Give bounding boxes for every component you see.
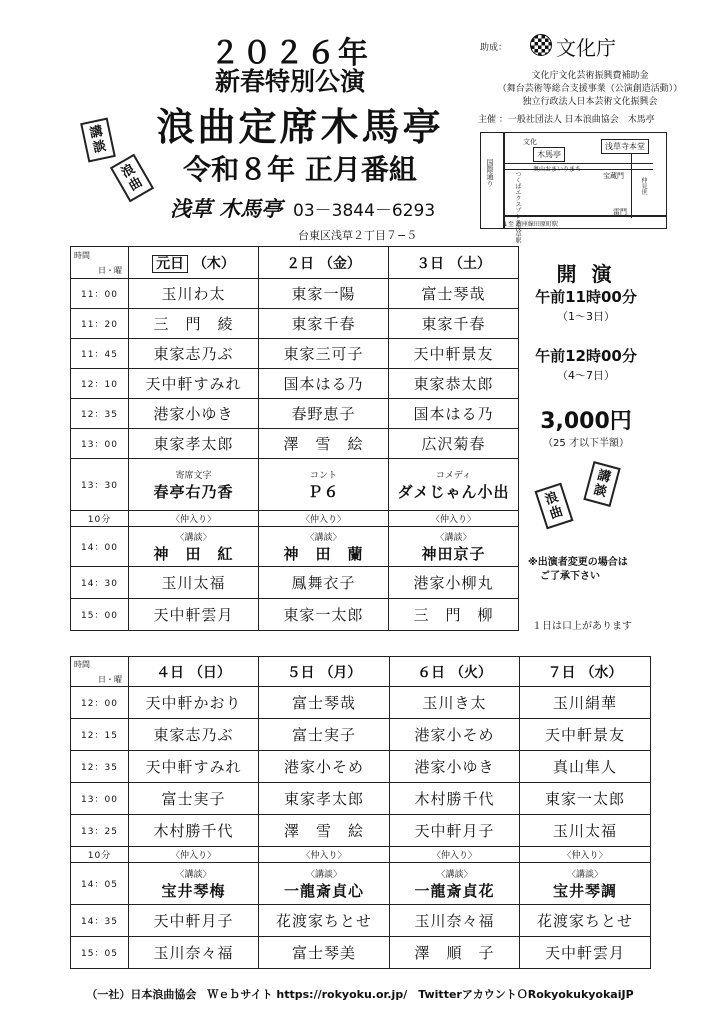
- sponsor-label: 助成：: [480, 43, 508, 53]
- sponsor-line: （舞台芸術等総合支援事業（公演創造活動））: [497, 84, 683, 94]
- price: 3,000円: [540, 409, 632, 434]
- notice-line-1: ※出演者変更の場合は: [528, 557, 628, 568]
- kaien-label: 開 演: [556, 262, 616, 286]
- stamp-kodan-2: 講談: [583, 461, 620, 507]
- start-time-2: 午前12時00分: [535, 347, 637, 365]
- table-row: 14：30 玉川太福 鳳舞衣子 港家小柳丸: [71, 567, 519, 599]
- table-row: 11：00 玉川わ太 東家一陽 富士琴哉: [71, 279, 519, 309]
- table-row: 12：10 天中軒すみれ 国本はる乃 東家恭太郎: [71, 369, 519, 399]
- day-header: ６日 （火）: [390, 657, 520, 687]
- day-header: ４日 （日）: [129, 657, 259, 687]
- sponsor-line: 独立行政法人日本芸術文化振興会: [522, 97, 658, 107]
- day-header: ２日 （金）: [259, 247, 389, 279]
- table-row: 13：25 木村勝千代 澤 雪 絵 天中軒月子 玉川太福: [71, 815, 651, 847]
- header-program: 令和８年 正月番組: [183, 153, 417, 186]
- access-map: [480, 132, 667, 243]
- table-row: 12：35 港家小ゆき 春野恵子 国本はる乃: [71, 399, 519, 429]
- map-bunka: 文化: [523, 138, 537, 146]
- table-row: 15：00 天中軒雲月 東家一太郎 三 門 柳: [71, 599, 519, 631]
- table-row: 11：20 三 門 綾 東家千春 東家千春: [71, 309, 519, 339]
- table-row: 12：35 天中軒すみれ 港家小そめ 港家小ゆき 真山隼人: [71, 751, 651, 783]
- map-kaminari: 雷門: [613, 208, 627, 216]
- day-header: ７日 （水）: [520, 657, 651, 687]
- header-address: 台東区浅草２丁目７−５: [298, 229, 418, 242]
- table-row: 13：00 富士実子 東家孝太郎 木村勝千代 東家一太郎: [71, 783, 651, 815]
- map-express: つくばエクスプレス浅草駅: [514, 171, 521, 243]
- map-ginza: ↓至 銀座線田原町駅: [503, 221, 558, 228]
- table-row: 12：15 東家志乃ぶ 富士実子 港家小そめ 天中軒景友: [71, 719, 651, 751]
- sponsor-agency: 文化庁: [556, 36, 616, 60]
- map-mokuba: 木馬亭: [533, 147, 565, 162]
- start-range-1: （1〜3日）: [557, 310, 615, 323]
- host: 主催 ：一般社団法人 日本浪曲協会 木馬亭: [478, 115, 655, 125]
- break-row: 10分 〈仲入り〉 〈仲入り〉 〈仲入り〉: [71, 511, 519, 527]
- header-special: 新春特別公演: [214, 67, 365, 96]
- header-tel: 03－3844－6293: [293, 201, 436, 221]
- day-header: 元日 （木）: [129, 247, 259, 279]
- start-time-1: 午前11時00分: [535, 288, 637, 306]
- table-row: 13：30 寄席文字 春亭右乃香 コント Ｐ６ コメディ ダメじゃん小出: [71, 459, 519, 511]
- table-row: 14：05 〈講談〉 宝井琴梅 〈講談〉 一龍斎貞心 〈講談〉 一龍斎貞花 〈講談〉 宝井琴調: [71, 863, 651, 905]
- table-row: 13：00 東家孝太郎 澤 雪 絵 広沢菊春: [71, 429, 519, 459]
- map-okuyama: 奥山おまいりまち: [533, 166, 582, 173]
- day-header: ５日 （月）: [259, 657, 390, 687]
- map-senso: 浅草寺本堂: [601, 139, 649, 154]
- break-row: 10分 〈仲入り〉 〈仲入り〉 〈仲入り〉 〈仲入り〉: [71, 847, 651, 863]
- day-header: ３日 （土）: [389, 247, 519, 279]
- kojo-note: １日は口上があります: [532, 621, 632, 632]
- header-main-title: 浪曲定席木馬亭: [156, 104, 444, 149]
- agency-logo-icon: [530, 34, 552, 56]
- start-range-2: （4〜7日）: [557, 369, 615, 382]
- footer: （一社）日本浪曲協会 Ｗｅｂサイト https://rokyoku.or.jp/ TwitterアカウントＯRokyokukyokaiJP: [86, 988, 634, 1001]
- sponsor-lines: [460, 70, 720, 109]
- stamp-rokyoku-2: 浪曲: [535, 483, 574, 530]
- map-hozomon: 宝蔵門: [603, 172, 624, 180]
- header-year: ２０２６年: [210, 36, 370, 71]
- schedule-table-1: 日・曜 時間 元日 （木） ２日 （金） ３日 （土） 11：00 玉川わ太 東家一陽 富士琴哉 11：20 三 門 綾 東家千春 東家千春 11：45 東家志乃ぶ 東家三可子 天中軒景友 12：10 天中軒すみれ 国本はる乃 東家恭太郎 12：35 港家小ゆき 春野恵子 国本はる乃 13：00 東家孝太郎 澤 雪 絵 広沢菊春 13：30 寄席文字 春亭右乃香 コント Ｐ６ コメディ ダメじゃん小出 10分 〈仲入り〉 〈仲入り〉 〈仲入り〉 14：00 〈講談〉 神 田 紅 〈講談〉 神 田 蘭 〈講談〉 神田京子 14：30 玉川太福 鳳舞衣子 港家小柳丸 15：00 天中軒雲月 東家一太郎 三 門 柳: [70, 246, 519, 631]
- sponsor-line: 文化庁文化芸術振興費補助金: [531, 71, 649, 81]
- header-venue: 浅草 木馬亭: [170, 196, 283, 221]
- notice-line-2: ご了承下さい: [540, 571, 600, 582]
- map-nakamise: 仲見世: [640, 177, 647, 195]
- schedule-table-2: 日・曜 時間 ４日 （日） ５日 （月） ６日 （火） ７日 （水） 12：00 天中軒かおり 富士琴哉 玉川き太 玉川絹華 12：15 東家志乃ぶ 富士実子 港家小そめ 天中軒景友 12：35 天中軒すみれ 港家小そめ 港家小ゆき 真山隼人 13：00 富士実子 東家孝太郎 木村勝千代 東家一太郎 13：25 木村勝千代 澤 雪 絵 天中軒月子 玉川太福 10分 〈仲入り〉 〈仲入り〉 〈仲入り〉 〈仲入り〉 14：05 〈講談〉 宝井琴梅 〈講談〉 一龍斎貞心 〈講談〉 一龍斎貞花 〈講談〉 宝井琴調 14：35 天中軒月子 花渡家ちとせ 玉川奈々福 花渡家ちとせ 15：05 玉川奈々福 富士琴美 澤 順 子 天中軒雲月: [70, 656, 651, 969]
- stamp-rokyoku: 浪曲: [110, 154, 154, 203]
- table-row: 14：00 〈講談〉 神 田 紅 〈講談〉 神 田 蘭 〈講談〉 神田京子: [71, 527, 519, 567]
- stamp-kodan: 講談: [80, 118, 116, 163]
- table-row: 15：05 玉川奈々福 富士琴美 澤 順 子 天中軒雲月: [71, 937, 651, 969]
- table-row: 14：35 天中軒月子 花渡家ちとせ 玉川奈々福 花渡家ちとせ: [71, 905, 651, 937]
- table-row: 11：45 東家志乃ぶ 東家三可子 天中軒景友: [71, 339, 519, 369]
- map-kokusai: 国際通り: [486, 159, 494, 187]
- price-discount: （25 才以下半額）: [543, 438, 629, 449]
- table-row: 12：00 天中軒かおり 富士琴哉 玉川き太 玉川絹華: [71, 687, 651, 719]
